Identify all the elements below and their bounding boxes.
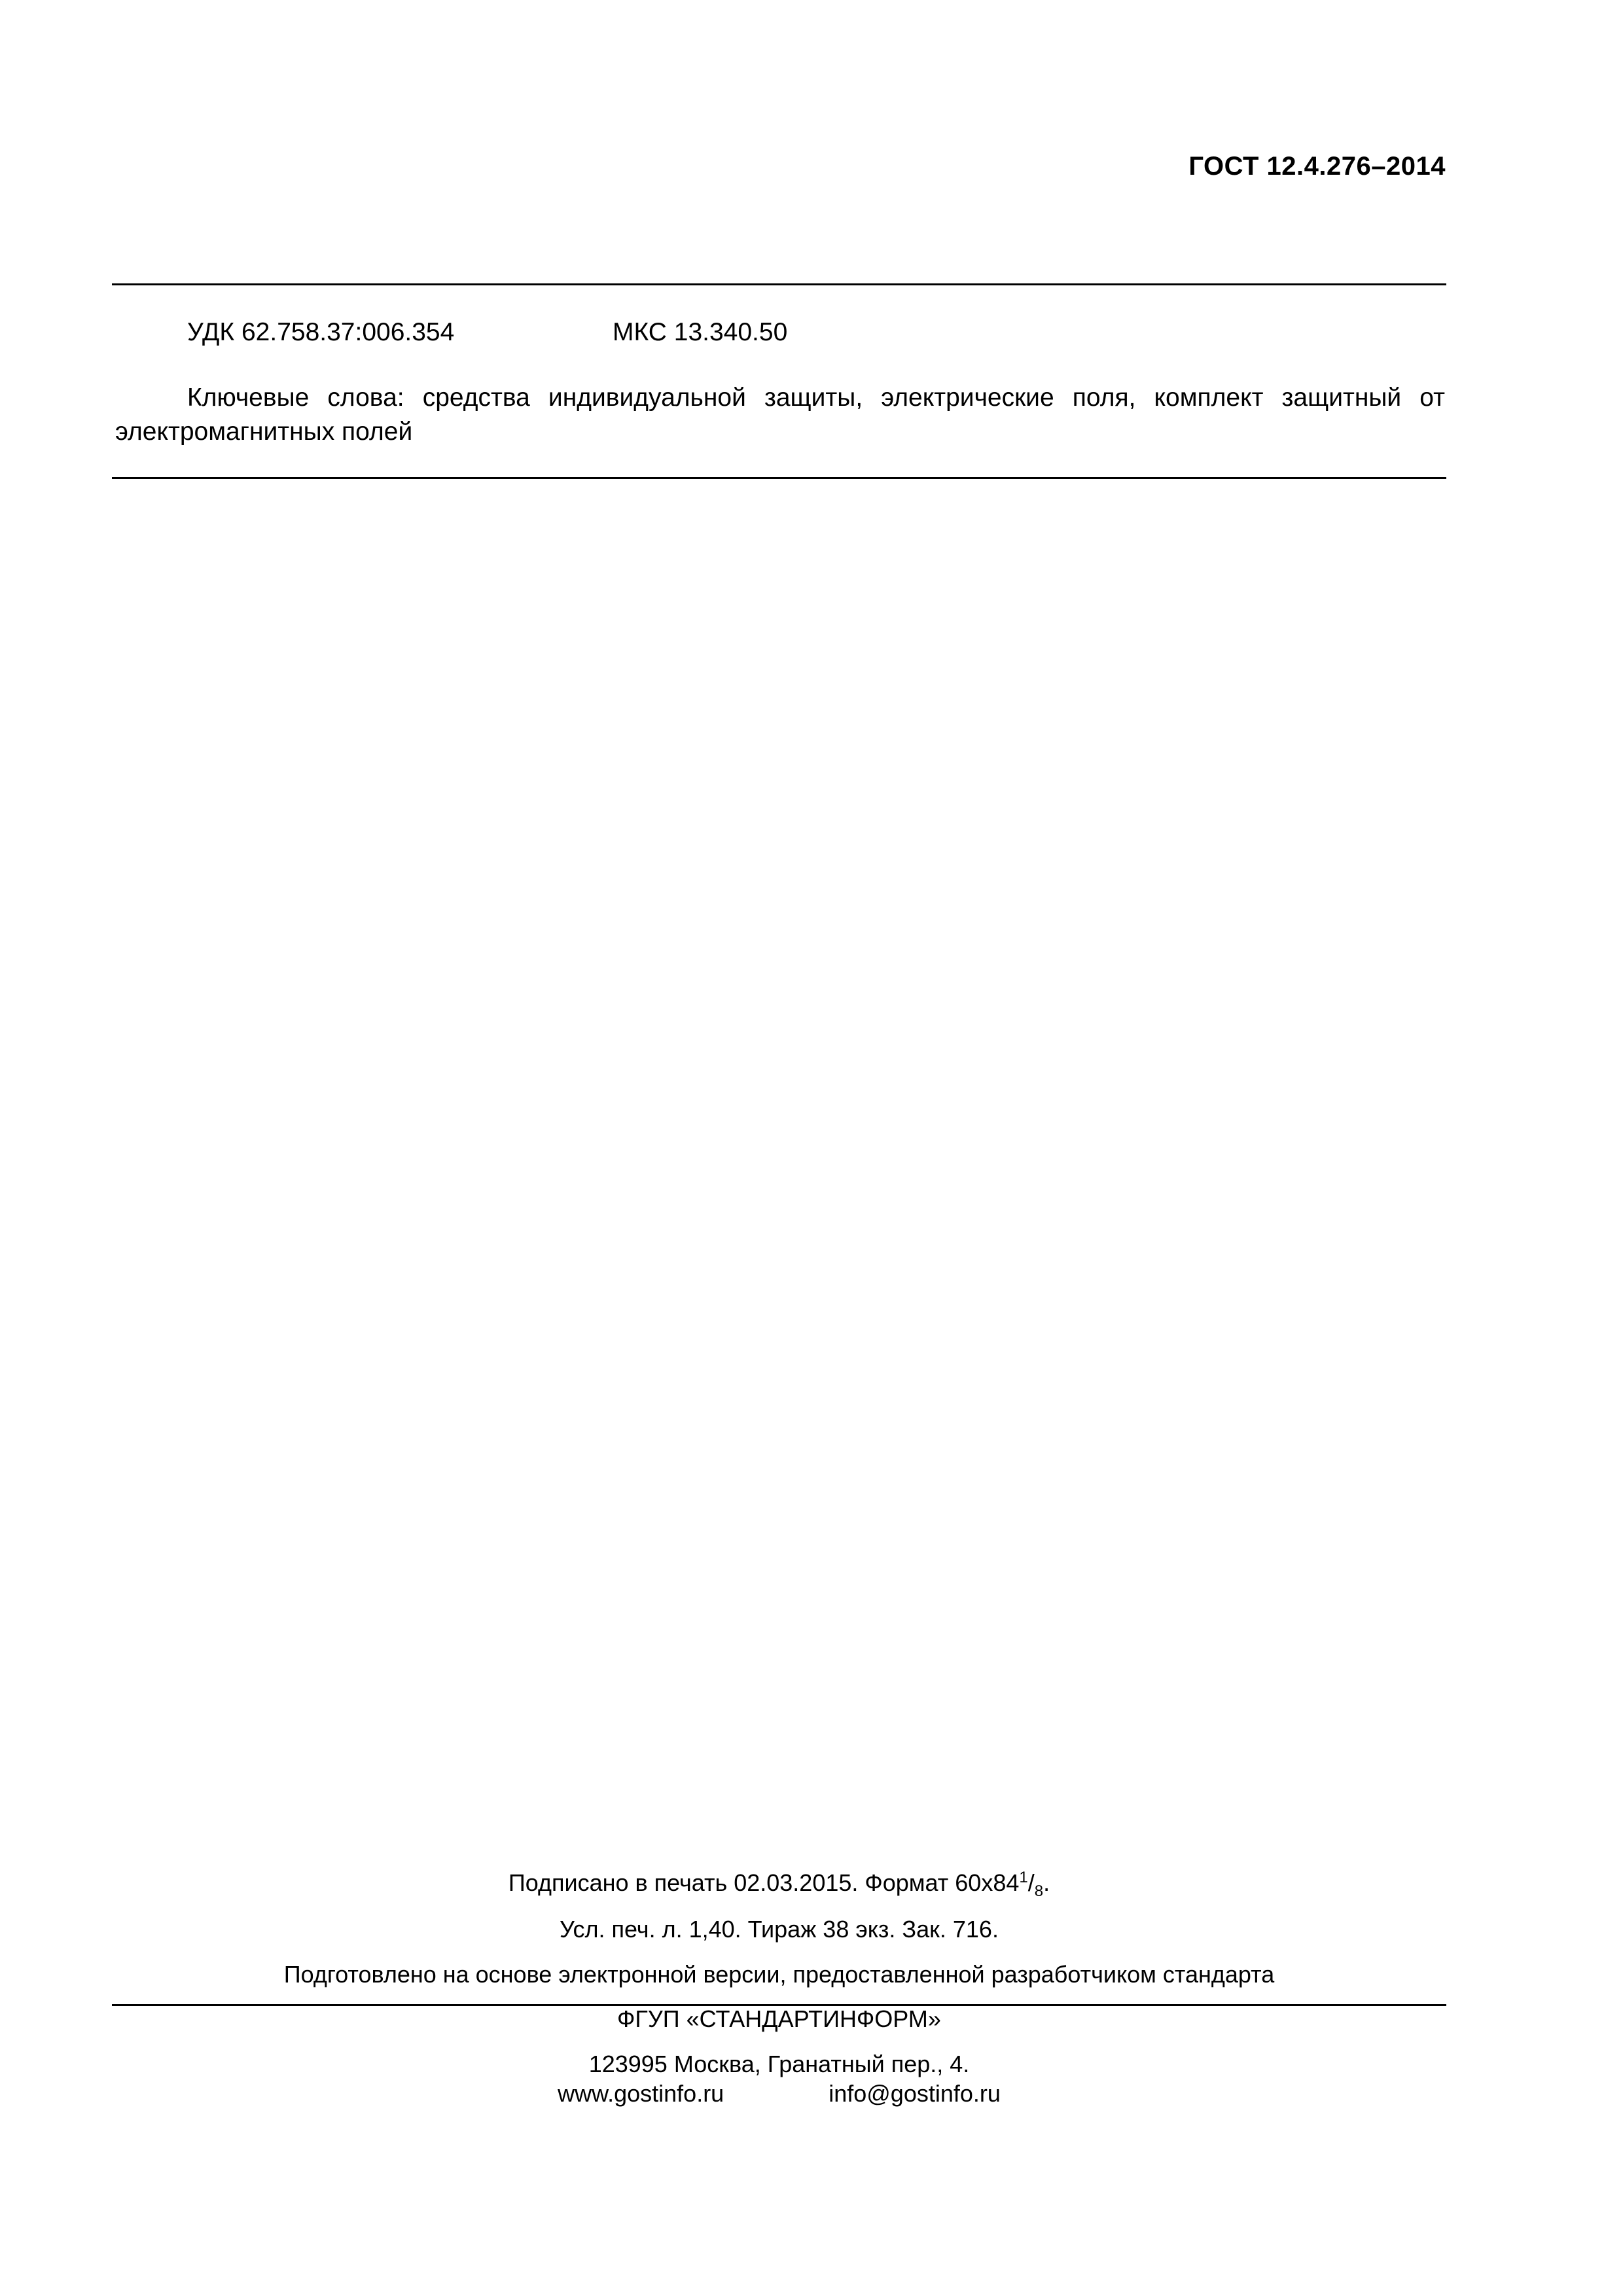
prepared-note-line: Подготовлено на основе электронной версии, предоставленной разработчиком стандарта (283, 1961, 1275, 1988)
udk-code: УДК 62.758.37:006.354 (187, 318, 455, 346)
format-slash: / (1027, 1869, 1035, 1896)
publisher-name: ФГУП «СТАНДАРТИНФОРМ» (617, 2005, 941, 2032)
contact-line (112, 2080, 1446, 2108)
print-info-line: Усл. печ. л. 1,40. Тираж 38 экз. Зак. 716. (560, 1916, 999, 1943)
mks-code: МКС 13.340.50 (613, 318, 788, 346)
signed-date-format: Подписано в печать 02.03.2015. Формат 60х84 (508, 1869, 1020, 1896)
keywords-paragraph: Ключевые слова: средства индивидуальной защиты, электрические поля, комплект защитный от электромагнитных полей (115, 384, 1445, 446)
website-link[interactable]: www.gostinfo.ru (558, 2080, 724, 2107)
format-suffix: . (1043, 1869, 1050, 1896)
format-numerator: 1 (1019, 1869, 1028, 1886)
email-link[interactable]: info@gostinfo.ru (829, 2080, 1001, 2107)
publisher-address: 123995 Москва, Гранатный пер., 4. (588, 2051, 970, 2077)
signed-for-print-line (112, 1869, 1446, 1901)
top-divider (112, 283, 1446, 285)
document-code: ГОСТ 12.4.276–2014 (1188, 152, 1446, 181)
middle-divider (112, 477, 1446, 479)
format-denominator: 8 (1034, 1882, 1044, 1901)
